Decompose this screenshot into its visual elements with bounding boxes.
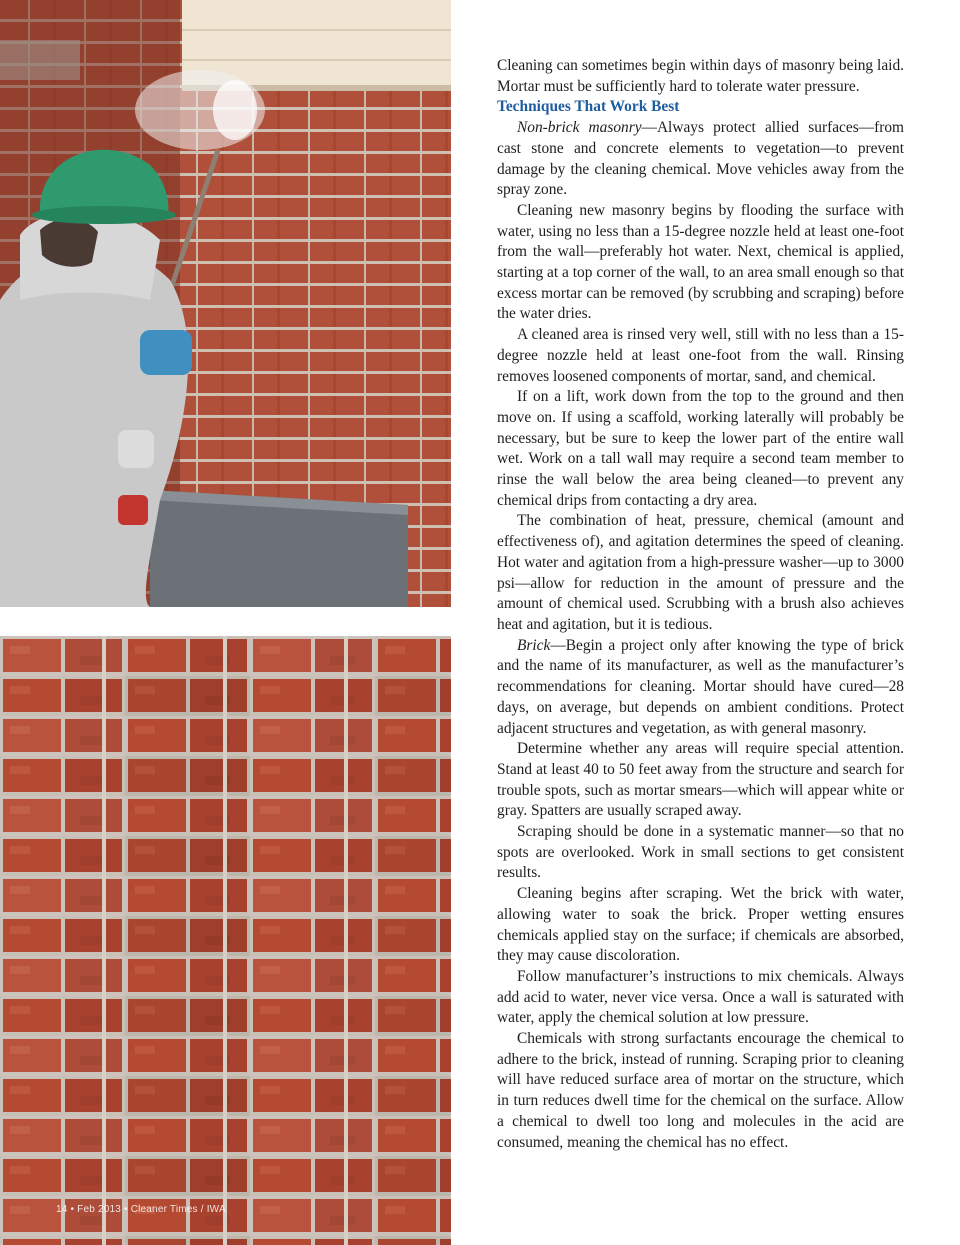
intro-paragraph: Cleaning can sometimes begin within days of masonry being laid. Mortar must be sufficiently hard to tolerate water pressure.: [497, 57, 904, 95]
paragraph-flooding: Cleaning new masonry begins by flooding the surface with water, using no less than a 15-degree nozzle held at least one-foot from the wall—preferably hot water. Next, chemical is applied, starting at a top corner of the wall, to an area small enough so that excess mortar can be removed (by scrubbing and scraping) before the water dries.: [497, 201, 904, 323]
photo-brick-wall-closeup: [0, 636, 451, 1245]
paragraph-attention: Determine whether any areas will require special attention. Stand at least 40 to 50 feet away from the structure and search for trouble spots, such as mortar smears—which will appear white or gray. Spatters are usually scraped away.: [497, 740, 904, 820]
paragraph-lift-scaffold: If on a lift, work down from the top to the ground and then move on. If using a scaffold, working laterally will probably be necessary, but be sure to keep the lower part of the entire wall wet. Work on a tall wall may require a second team member to rinse the wall below the area being cleaned—to prevent any chemical drips from contacting a dry area.: [497, 388, 904, 509]
paragraph-scraping: Scraping should be done in a systematic manner—so that no spots are overlooked. Work in small sections to get consistent results.: [497, 823, 904, 882]
paragraph-cleaning: Cleaning begins after scraping. Wet the brick with water, allowing water to soak the brick. Proper wetting ensures chemicals applied stay on the surface; if chemicals are absorbed, they may cause discoloration.: [497, 885, 904, 965]
brick-lead: Brick: [517, 636, 551, 654]
page-footer: 14 • Feb 2013 • Cleaner Times / IWA: [56, 1204, 226, 1215]
non-brick-lead: Non-brick masonry: [517, 119, 642, 137]
article-column: [497, 56, 904, 1153]
photo-worker-spraying-wall: [0, 0, 451, 607]
paragraph-instructions: Follow manufacturer’s instructions to mix chemicals. Always add acid to water, never vice versa. Once a wall is saturated with water, apply the chemical solution at low pressure.: [497, 967, 904, 1027]
brick-text: —Begin a project only after knowing the type of brick and the name of its manufacturer, as well as the manufacturer’s recommendations for cleaning. Mortar should have cured—28 days, on average, but depends on ambient conditions. Protect adjacent structures and vegetation, as with general masonry.: [497, 636, 904, 737]
paragraph-surfactants: Chemicals with strong surfactants encourage the chemical to adhere to the brick, instead of running. Scraping prior to cleaning will have reduced surface area of mortar on the structure, which in turn reduces dwell time for the chemical on the surface. Allow a chemical to dwell too long and molecules in the acid are consumed, meaning the chemical has no effect.: [497, 1030, 904, 1151]
non-brick-text: —Always protect allied surfaces—from cast stone and concrete elements to vegetation—to prevent damage by the cleaning chemical. Move vehicles away from the spray zone.: [497, 119, 904, 199]
section-heading: Techniques That Work Best: [497, 98, 680, 116]
non-brick-paragraph: [497, 118, 904, 201]
paragraph-combination: The combination of heat, pressure, chemical (amount and effectiveness of), and agitation determines the speed of cleaning. Hot water and agitation from a high-pressure washer—up to 3000 psi—allow for reduction in the amount of pressure and the amount of chemical used. Scrubbing with a brush also achieves heat and agitation, but it is tedious.: [497, 512, 904, 633]
paragraph-rinsing: A cleaned area is rinsed very well, still with no less than a 15-degree nozzle held at least one-foot from the wall. Rinsing removes loosened components of mortar, sand, and chemical.: [497, 326, 904, 385]
brick-paragraph: [497, 636, 904, 740]
